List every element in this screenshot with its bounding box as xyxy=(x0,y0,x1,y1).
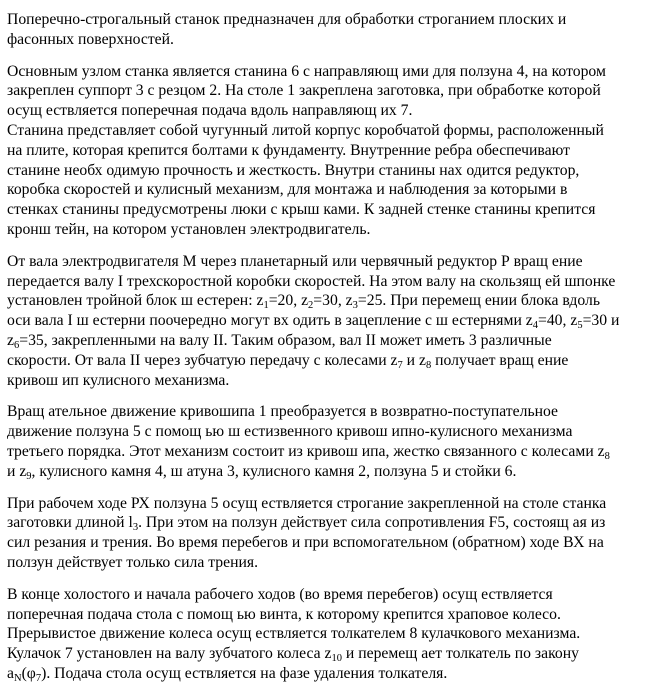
subscript: 5 xyxy=(577,320,583,332)
text-line: сил резания и трения. Во время перебегов и при вспомогательном (обратном) ходе ВХ на xyxy=(7,534,604,552)
text-line: третьего порядка. Этот механизм состоит из кривош ипа, жестко связанного с колесами $z_8$ xyxy=(7,442,610,462)
subscript: 7 xyxy=(397,359,403,371)
text-line: станине необх одимую прочность и жесткость. Внутри станины нах одится редуктор, xyxy=(7,161,580,179)
text-line: закреплен суппорт 3 с резцом 2. На столе 1 закреплена заготовка, при обработке которой xyxy=(7,82,601,100)
text-line: скорости. От вала II через зубчатую передачу с колесами $z_7$ и $z_8$ получает вращ ение xyxy=(7,351,569,371)
text-line: оси вала I ш естерни поочередно могут вх одить в зацепление с ш естернями $z_4=40$, $z_5=30$ и xyxy=(7,312,620,332)
text-line: кронш тейн, на котором установлен электродвигатель. xyxy=(7,220,371,238)
text-line: $a_N(\varphi_7)$. Подача стола осущ ествляется на фазе удаления толкателя. xyxy=(7,664,448,684)
paragraph xyxy=(7,252,639,391)
subscript: 7 xyxy=(35,672,42,684)
text-line: От вала электродвигателя М через планетарный или червячный редуктор Р вращ ение xyxy=(7,252,583,270)
subscript: N xyxy=(13,672,22,684)
subscript: 1 xyxy=(263,300,269,312)
subscript: 6 xyxy=(13,339,20,351)
text-line: ползун действует только сила трения. xyxy=(7,553,259,571)
text-line: При рабочем ходе РХ ползуна 5 осущ ествляется строгание закрепленной на столе станка xyxy=(7,494,607,512)
subscript: 9 xyxy=(26,470,32,482)
subscript: 2 xyxy=(308,300,314,312)
paragraph xyxy=(7,585,639,684)
paragraph xyxy=(7,62,639,121)
subscript: 10 xyxy=(331,653,342,665)
text-line: кривош ип кулисного механизма. xyxy=(7,371,230,389)
subscript: 3 xyxy=(132,522,139,534)
text-line: передается валу I трехскоростной коробки скоростей. На этом валу на скользящ ей шпонке xyxy=(7,272,616,290)
text-line: стенках станины предусмотрены люки с крыш ками. К задней стенке станины крепится xyxy=(7,201,596,219)
subscript: 4 xyxy=(532,320,538,332)
paragraph xyxy=(7,10,639,50)
paragraph xyxy=(7,494,639,573)
subscript: 8 xyxy=(604,450,610,462)
text-line: поперечная подача стола с помощ ью винта, к которому крепится храповое колесо. xyxy=(7,605,561,623)
text-line: Основным узлом станка является станина 6 с направляющ ими для ползуна 4, на котором xyxy=(7,62,606,80)
text-line: на плите, которая крепится болтами к фундаменту. Внутренние ребра обеспечивают xyxy=(7,141,570,159)
text-line: $z_6=35$, закрепленными на валу II. Таким образом, вал II может иметь 3 различные xyxy=(7,331,552,351)
text-line: Кулачок 7 установлен на валу зубчатого колеса $z_{10}$ и перемещ ает толкатель по закону xyxy=(7,645,579,665)
text-line: Вращ ательное движение кривошипа 1 преобразуется в возвратно-поступательное xyxy=(7,403,558,421)
text-line: фасонных поверхностей. xyxy=(7,30,174,48)
text-line: и $z_9$, кулисного камня 4, ш атуна 3, кулисного камня 2, ползуна 5 и стойки 6. xyxy=(7,462,517,482)
text-line: Поперечно-строгальный станок предназначен для обработки строганием плоских и xyxy=(7,11,567,28)
text-line: В конце холостого и начала рабочего ходов (во время перебегов) осущ ествляется xyxy=(7,585,553,603)
text-line: заготовки длиной $l_3$. При этом на ползун действует сила сопротивления F5, состоящ ая из xyxy=(7,514,606,534)
text-line: коробка скоростей и кулисный механизм, для монтажа и наблюдения за которыми в xyxy=(7,181,568,199)
text-line: Прерывистое движение колеса осущ ествляется толкателем 8 кулачкового механизма. xyxy=(7,625,581,643)
subscript: 3 xyxy=(352,300,358,312)
paragraph xyxy=(7,402,639,481)
text-line: осущ ествляется поперечная подача вдоль направляющ их 7. xyxy=(7,102,413,120)
text-line: движение ползуна 5 с помощ ью ш естизвенного кривош ипно-кулисного механизма xyxy=(7,423,573,441)
text-line: Станина представляет собой чугунный литой корпус коробчатой формы, расположенный xyxy=(7,121,604,139)
subscript: 8 xyxy=(425,359,432,371)
paragraph xyxy=(7,121,639,240)
text-line: установлен тройной блок ш естерен: $z_1=20$, $z_2=30$, $z_3=25$. При перемещ ении блока вдоль xyxy=(7,292,601,312)
